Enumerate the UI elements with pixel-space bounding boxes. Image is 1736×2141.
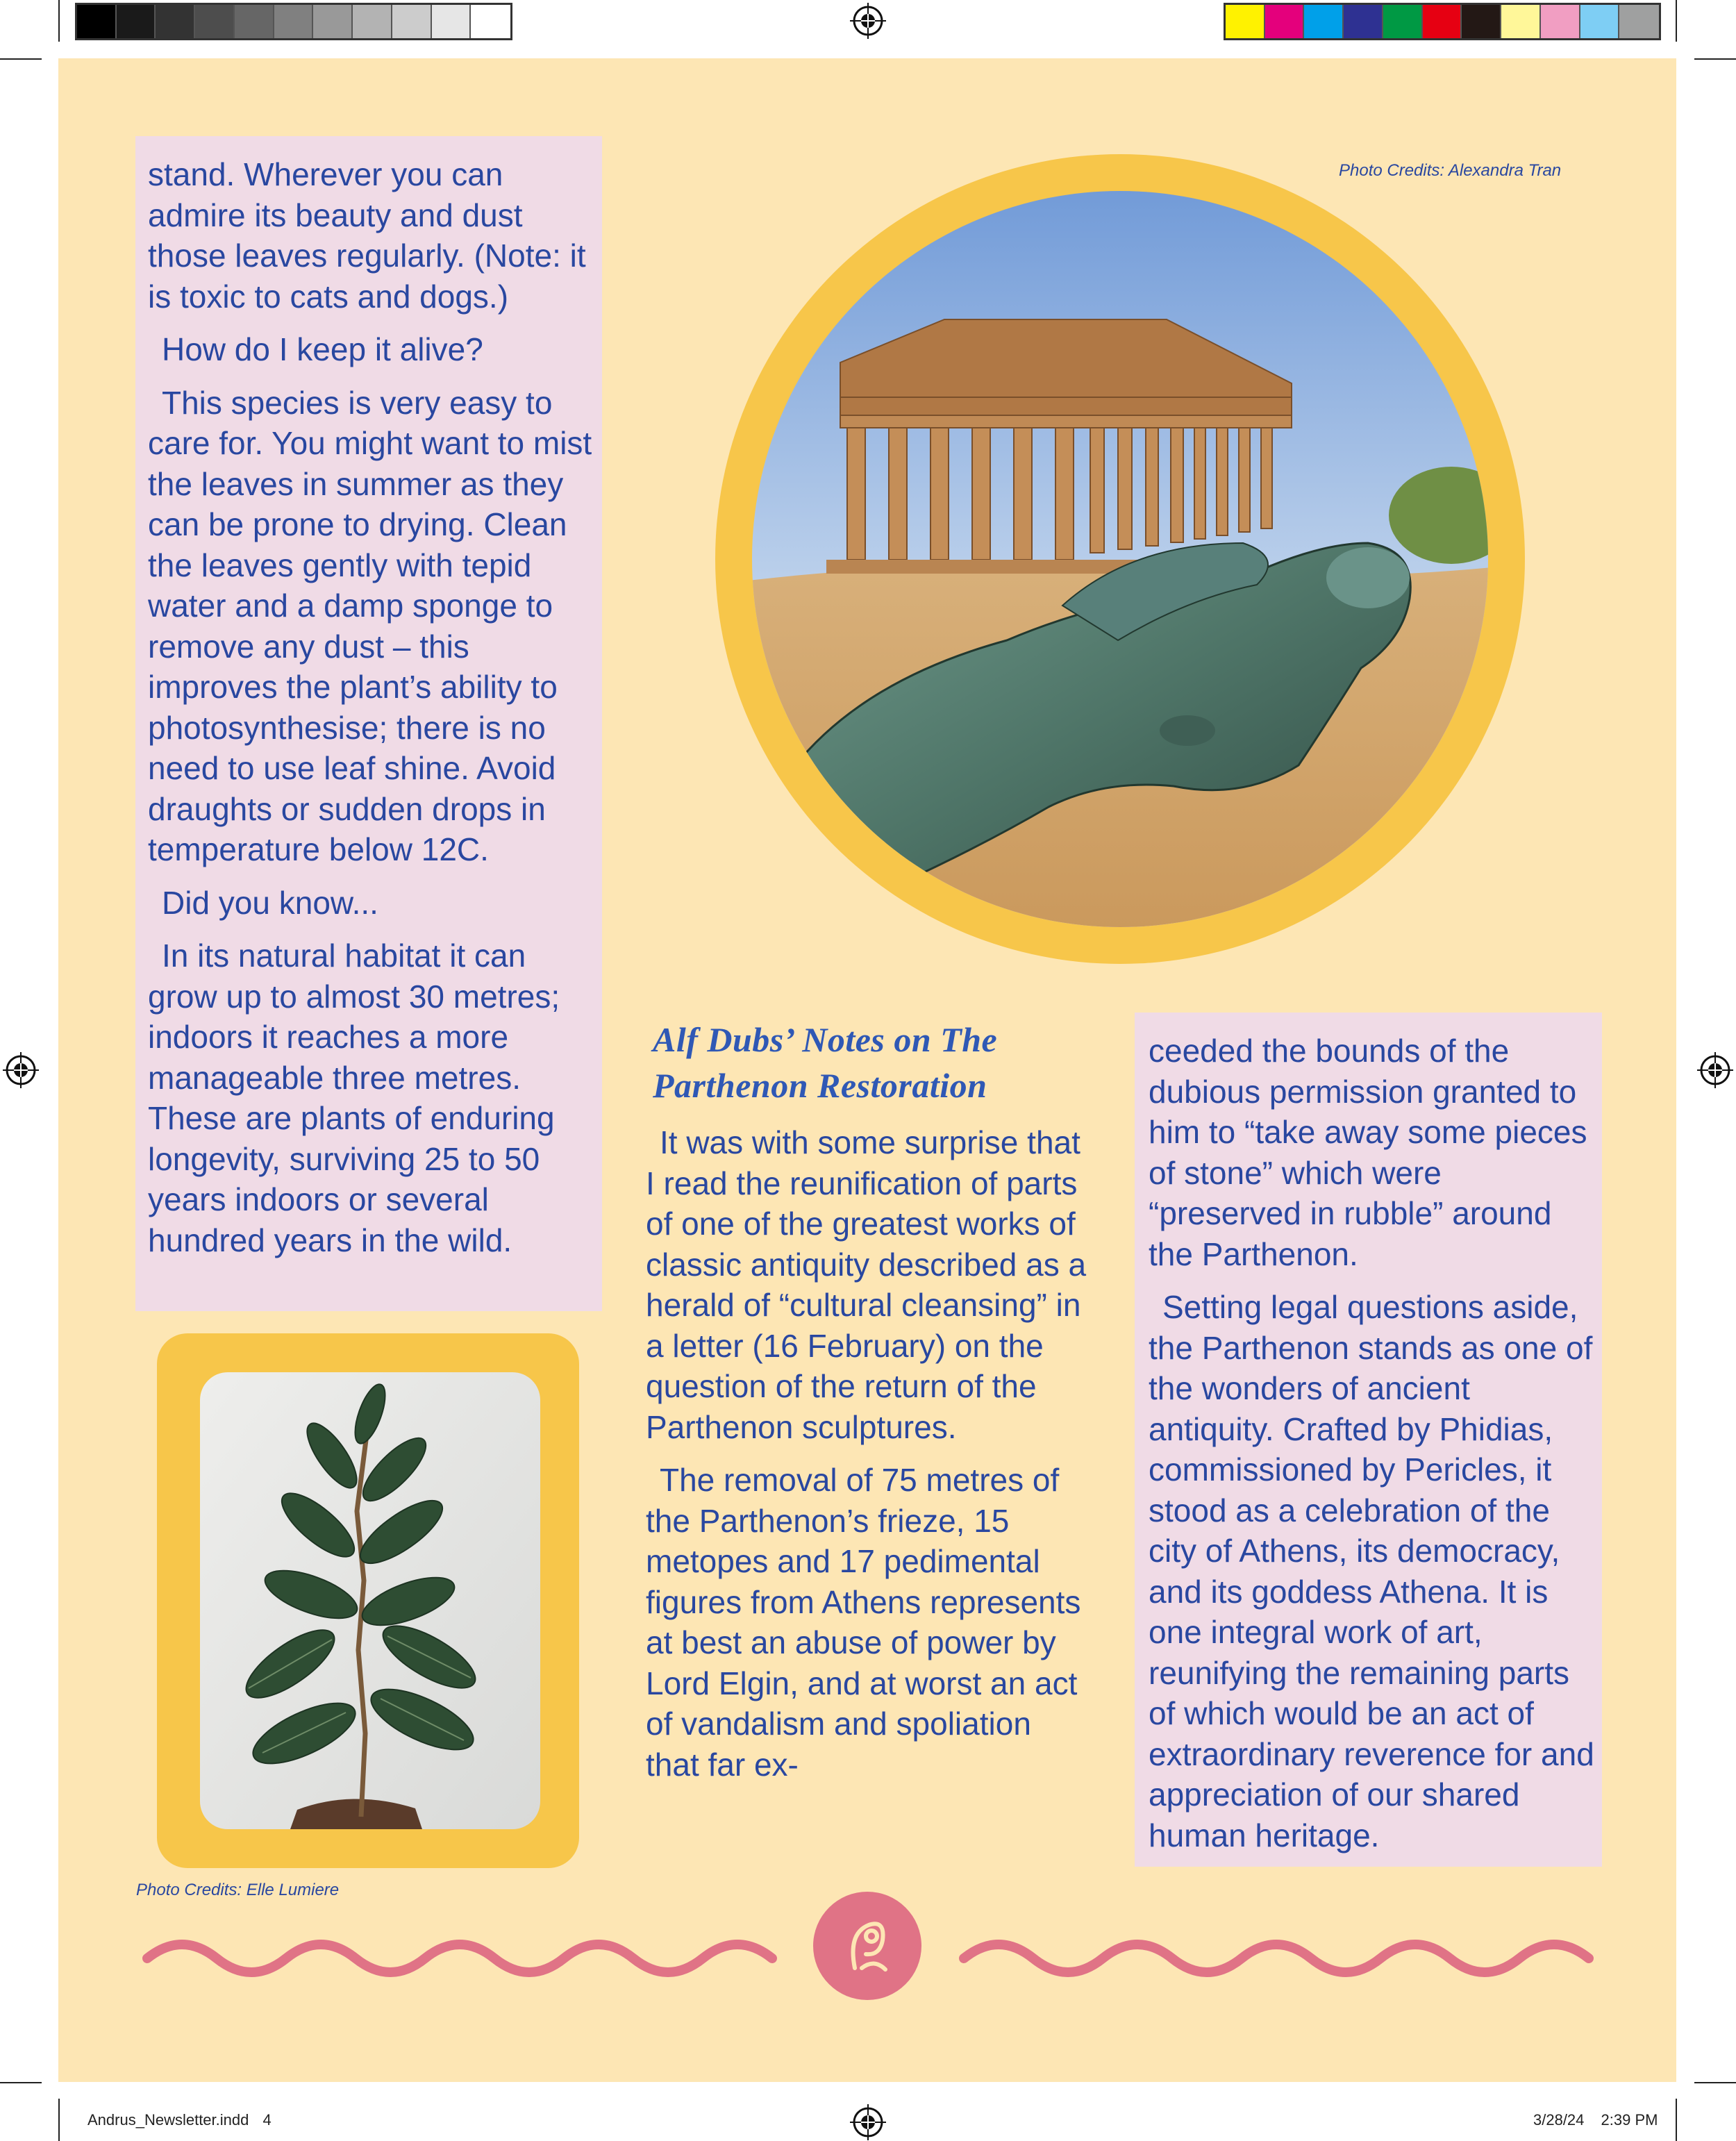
article-title: Alf Dubs’ Notes on The Parthenon Restoration — [653, 1020, 998, 1105]
paragraph: stand. Wherever you can admire its beauty and dust those leaves regularly. (Note: it is toxic to cats and dogs.) — [148, 156, 586, 315]
crop-mark — [58, 2099, 60, 2141]
slug-filename — [87, 2111, 272, 2129]
color-swatch — [117, 5, 156, 38]
article-middle-text — [646, 1122, 1090, 1797]
color-swatch — [1383, 5, 1423, 38]
temple-photo — [715, 154, 1525, 964]
color-swatch — [471, 5, 510, 38]
subheading: How do I keep it alive? — [162, 331, 483, 367]
slug-date: 3/28/24 — [1533, 2111, 1585, 2128]
color-swatch — [1580, 5, 1620, 38]
paragraph: ceeded the bounds of the dubious permission granted to him to “take away some pieces of stone” which were “preserved in rubble” around the Parthenon. — [1149, 1033, 1587, 1272]
color-swatch — [195, 5, 235, 38]
subheading: Did you know... — [162, 884, 378, 921]
color-bar-right — [1224, 3, 1661, 40]
color-swatch — [1344, 5, 1383, 38]
color-swatch — [1304, 5, 1344, 38]
color-bar-left — [75, 3, 512, 40]
newsletter-logo-icon — [813, 1892, 921, 2000]
crop-mark — [58, 0, 60, 42]
paragraph: Setting legal questions aside, the Parthenon stands as one of the wonders of ancient antiquity. Crafted by Phidias, commissioned by Pericles, it stood as a celebration of the city of Athens, its democracy, and its goddess Athena. It is one integral work of art, reunifying the remaining parts of which would be an act of extraordinary reverence for and appreciation of our shared human heritage. — [1149, 1289, 1594, 1853]
crop-mark — [1676, 2099, 1677, 2141]
slug-page: 4 — [262, 2111, 272, 2128]
right-text-box — [1135, 1013, 1602, 1867]
crop-mark — [1694, 58, 1736, 60]
crop-mark — [1676, 0, 1677, 42]
color-swatch — [1501, 5, 1541, 38]
left-text-box — [135, 136, 602, 1311]
color-swatch — [156, 5, 195, 38]
paragraph: In its natural habitat it can grow up to almost 30 metres; indoors it reaches a more manageable three metres. These are plants of enduring longevity, surviving 25 to 50 years indoors or several hundred years in the wild. — [148, 938, 560, 1258]
registration-mark-bottom — [850, 2104, 886, 2140]
paragraph: This species is very easy to care for. You might want to mist the leaves in summer as they can be prone to drying. Clean the leaves gently with tepid water and a damp sponge to remove any dust – this improves the plant’s ability to photosynthesise; there is no need to use leaf shine. Avoid draughts or sudden drops in temperature below 12C. — [148, 384, 592, 867]
color-swatch — [274, 5, 314, 38]
color-swatch — [1423, 5, 1462, 38]
color-swatch — [432, 5, 471, 38]
color-swatch — [77, 5, 117, 38]
slug-file: Andrus_Newsletter.indd — [87, 2111, 249, 2128]
crop-mark — [0, 2082, 42, 2083]
crop-mark — [0, 58, 42, 60]
crop-mark — [1694, 2082, 1736, 2083]
slug-timestamp — [1533, 2111, 1658, 2129]
paragraph: The removal of 75 metres of the Parthenon’s frieze, 15 metopes and 17 pedimental figures from Athens represents at best an abuse of power by Lord Elgin, and at worst an act of vandalism and spoliation that far ex- — [646, 1462, 1081, 1783]
temple-photo-credit: Photo Credits: Alexandra Tran — [1339, 161, 1562, 180]
color-swatch — [1619, 5, 1659, 38]
color-swatch — [392, 5, 432, 38]
article-right-text — [1149, 1031, 1596, 1868]
registration-mark-left — [3, 1052, 39, 1088]
plant-photo-credit: Photo Credits: Elle Lumiere — [136, 1881, 340, 1899]
color-swatch — [353, 5, 392, 38]
slug-time: 2:39 PM — [1601, 2111, 1658, 2128]
color-swatch — [1462, 5, 1501, 38]
registration-mark-right — [1697, 1052, 1733, 1088]
color-swatch — [1541, 5, 1580, 38]
color-swatch — [1265, 5, 1305, 38]
rubber-plant-photo — [200, 1372, 540, 1829]
color-swatch — [1226, 5, 1265, 38]
left-column-text — [148, 154, 592, 1273]
color-swatch — [235, 5, 274, 38]
paragraph: It was with some surprise that I read the reunification of parts of one of the greatest works of classic antiquity described as a herald of “cultural cleansing” in a letter (16 February) on the question of the return of the Parthenon sculptures. — [646, 1124, 1087, 1445]
color-swatch — [313, 5, 353, 38]
registration-mark-top — [850, 3, 886, 39]
